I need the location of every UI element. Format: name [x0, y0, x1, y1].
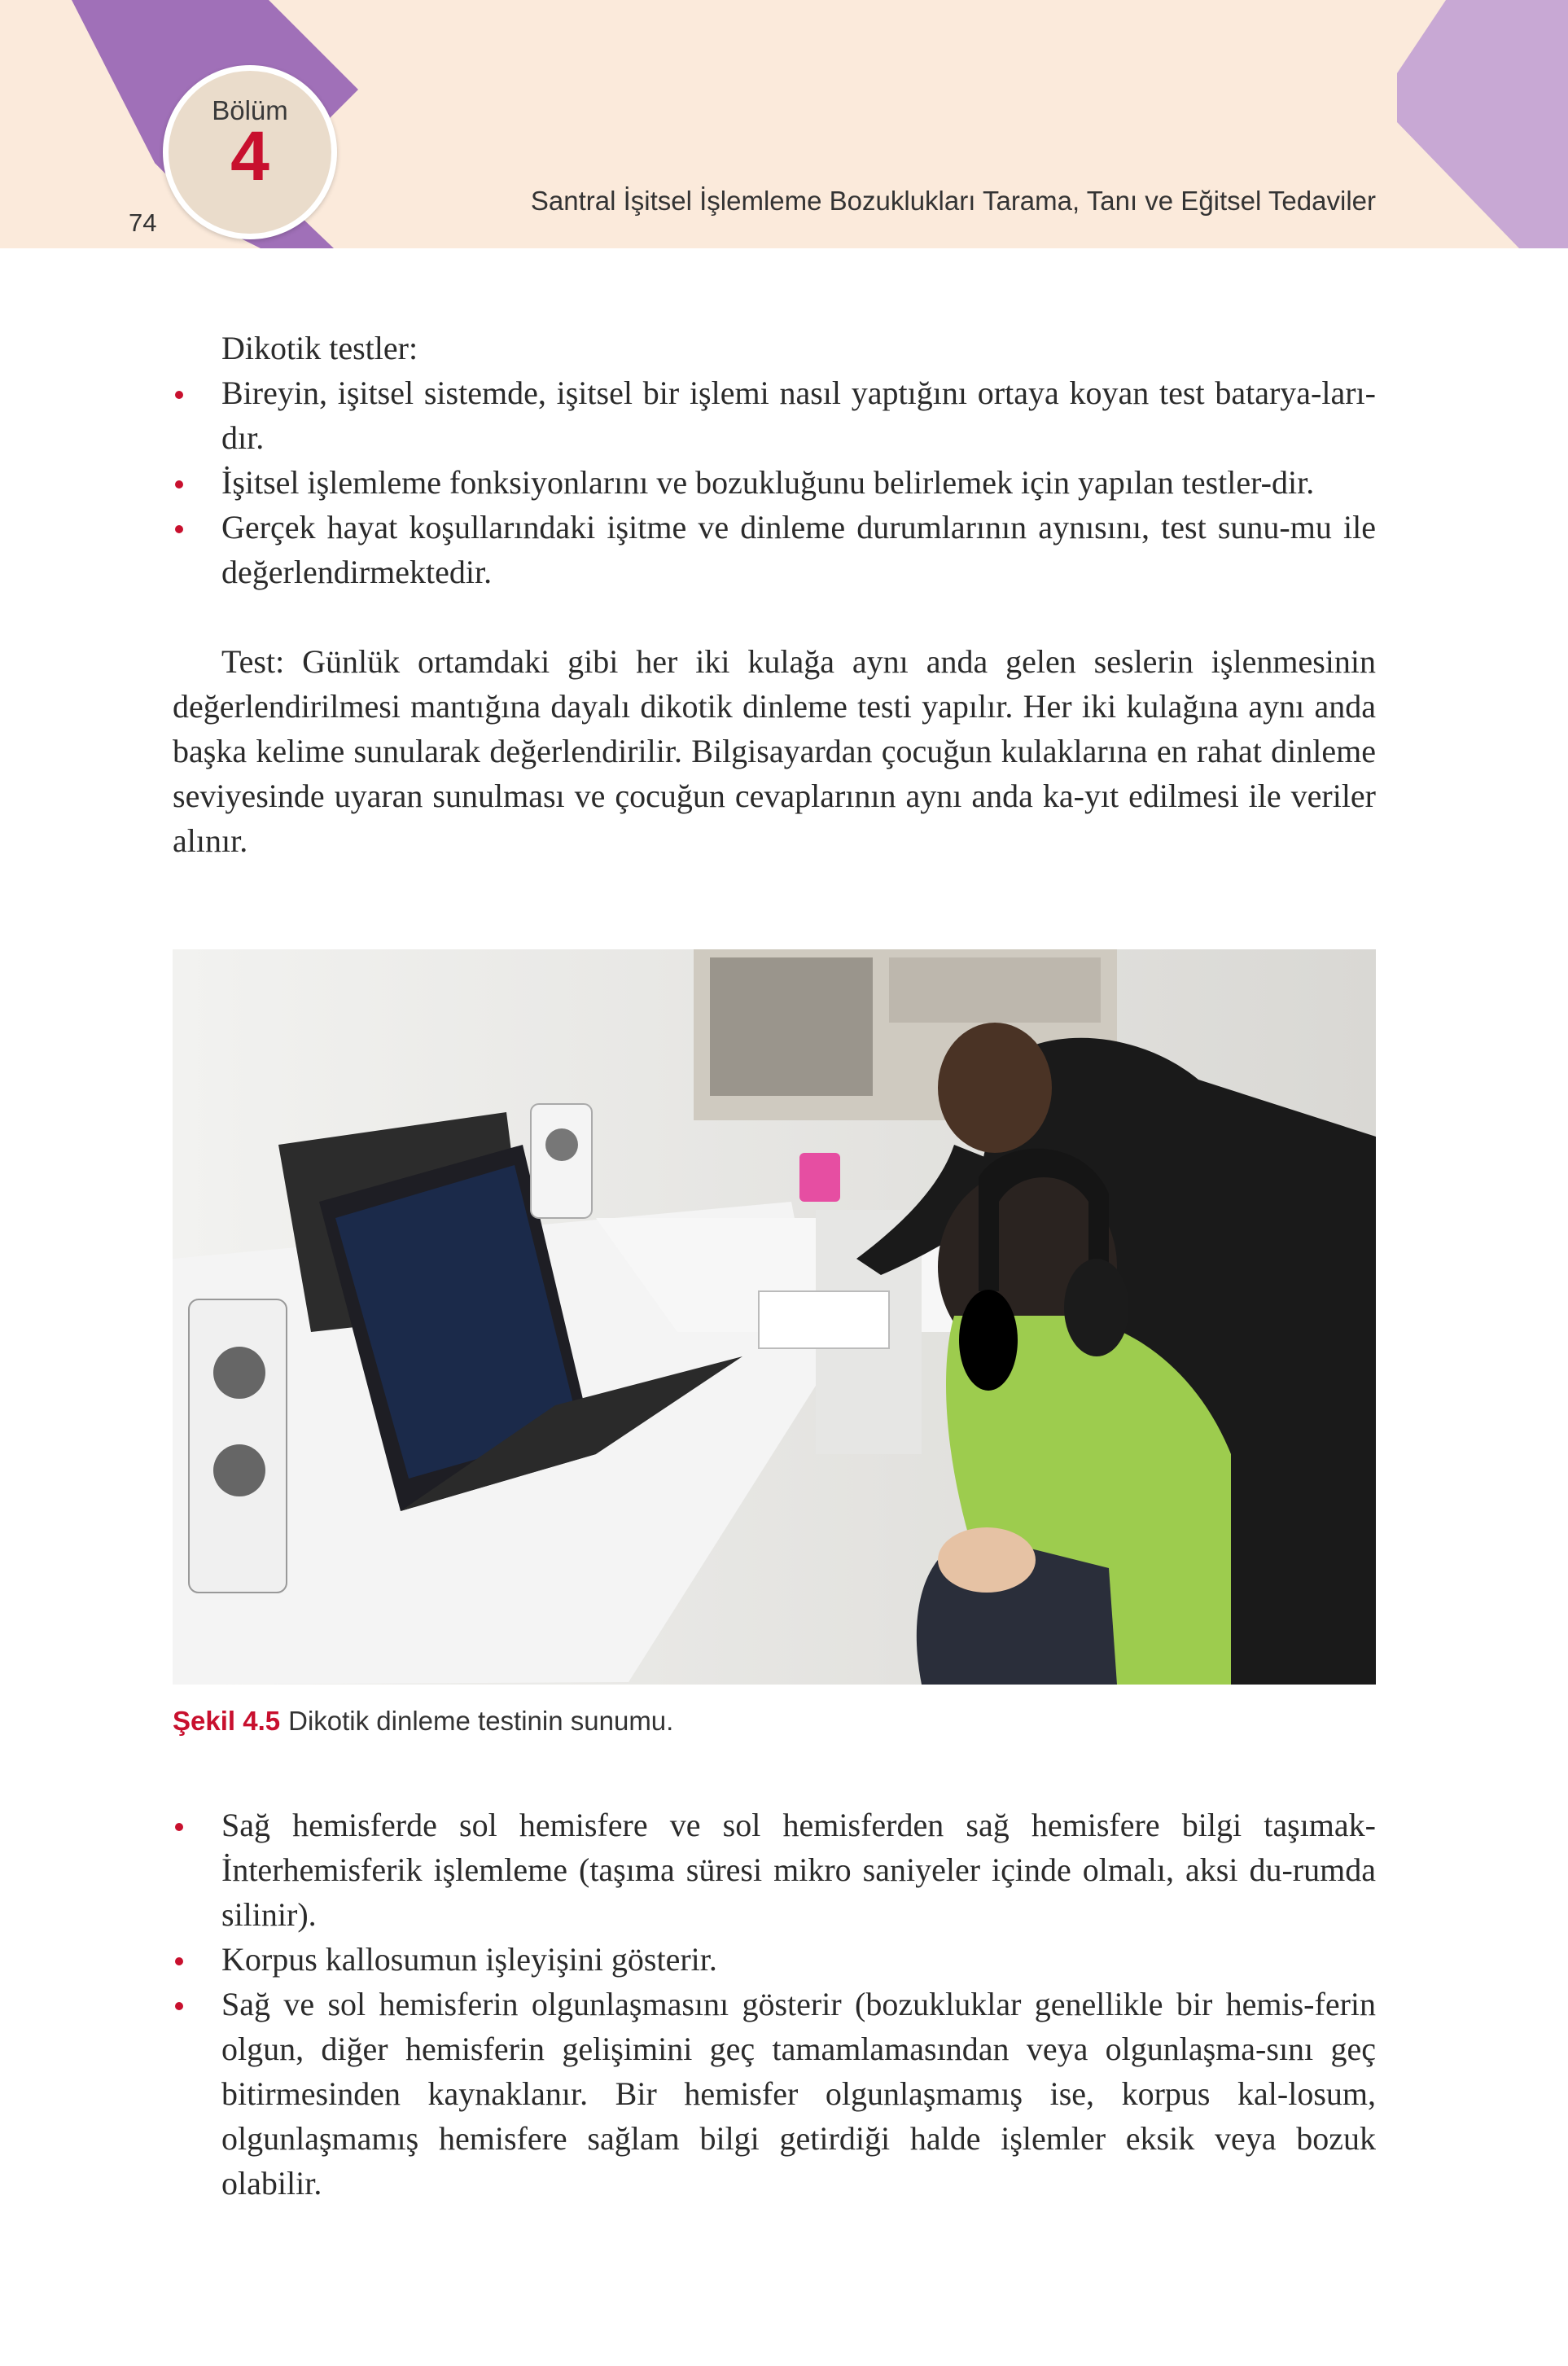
list-item: Korpus kallosumun işleyişini gösterir.: [173, 1937, 1376, 1982]
figure-photo: [173, 949, 1376, 1685]
chapter-badge: [163, 65, 337, 239]
header-decoration-right: [1364, 0, 1568, 248]
main-text-section-2: [173, 1803, 1376, 2206]
list-item: Sağ ve sol hemisferin olgunlaşmasını gösterir (bozukluklar genellikle bir hemis-ferin olgun, diğer hemisferin gelişimini geç tamamlamasından veya olgunlaşma-sını geç bitirmesinden kaynaklanır. Bir hemisfer olgunlaşmamış ise, korpus kal-losum, olgunlaşmamış hemisfere sağlam bilgi getirdiği halde işlemler eksik veya bozuk olabilir.: [173, 1982, 1376, 2206]
bullet-list-1: [173, 370, 1376, 594]
bullet-list-2: [173, 1803, 1376, 2206]
chapter-number: 4: [230, 117, 269, 195]
list-item: Sağ hemisferde sol hemisfere ve sol hemisferden sağ hemisfere bilgi taşımak- İnterhemisferik işlemleme (taşıma süresi mikro saniyeler içinde olmalı, aksi du-rumda silinir).: [173, 1803, 1376, 1937]
list-item: İşitsel işlemleme fonksiyonlarını ve bozukluğunu belirlemek için yapılan testler-dir.: [173, 460, 1376, 505]
running-title: Santral İşitsel İşlemleme Bozuklukları Tarama, Tanı ve Eğitsel Tedaviler: [530, 186, 1376, 216]
list-item: Bireyin, işitsel sistemde, işitsel bir işlemi nasıl yaptığını ortaya koyan test batarya-larıdır.: [173, 370, 1376, 460]
main-text-section-1: [173, 326, 1376, 863]
photo-illustration: [173, 949, 1376, 1685]
chapter-label: Bölüm: [212, 95, 288, 125]
caption-label: Şekil 4.5: [173, 1706, 281, 1736]
figure-caption: [173, 1706, 673, 1737]
body-paragraph: Test: Günlük ortamdaki gibi her iki kulağa aynı anda gelen seslerin işlenmesinin değerlendirilmesi mantığına dayalı dikotik dinleme testi yapılır. Her iki kulağına aynı anda başka kelime sunularak değerlendirilir. Bilgisayardan çocuğun kulaklarına en rahat dinleme seviyesinde uyaran sunulması ve çocuğun cevaplarının aynı anda ka-yıt edilmesi ile veriler alınır.: [173, 643, 1376, 859]
page-header: [0, 0, 1568, 248]
list-item: Gerçek hayat koşullarındaki işitme ve dinleme durumlarının aynısını, test sunu-mu ile değerlendirmektedir.: [173, 505, 1376, 594]
caption-text: Dikotik dinleme testinin sunumu.: [288, 1706, 674, 1736]
section-heading: Dikotik testler:: [221, 330, 418, 366]
page-number: 74: [129, 208, 157, 237]
